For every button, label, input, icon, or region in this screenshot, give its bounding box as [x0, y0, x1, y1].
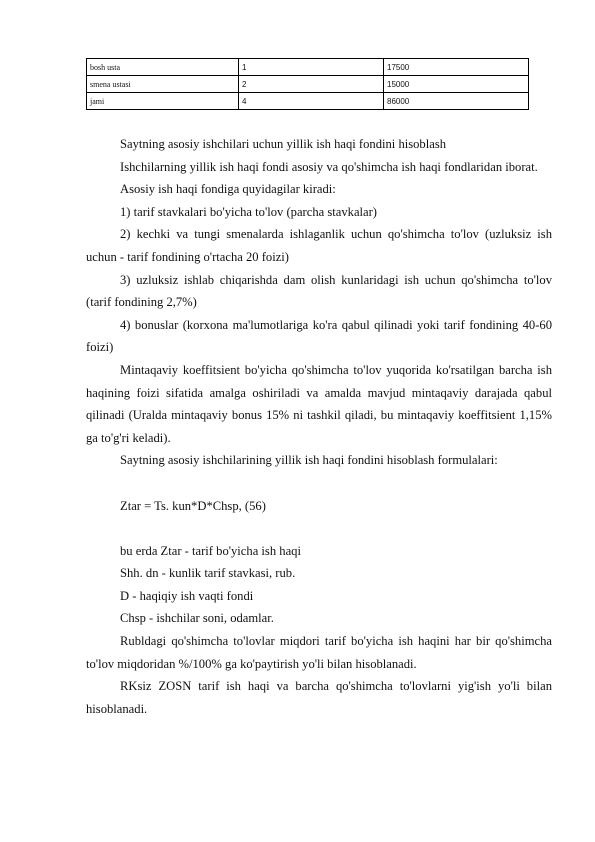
definition-line: D - haqiqiy ish vaqti fondi: [120, 588, 254, 603]
table-cell-position: bosh usta: [87, 59, 239, 76]
paragraph: Ishchilarning yillik ish haqi fondi asosiy va qo'shimcha ish haqi fondlaridan iborat.: [120, 159, 538, 174]
table-row: [87, 93, 529, 110]
list-item: 2) kechki va tungi smenalarda ishlaganlik uchun qo'shimcha to'lov (uzluksiz ish uchun - tarif fondining o'rtacha 20 foizi): [86, 227, 552, 264]
table-row: [87, 76, 529, 93]
table-cell-position: smena ustasi: [87, 76, 239, 93]
definition-line: Chsp - ishchilar soni, odamlar.: [120, 611, 274, 626]
list-item: 4) bonuslar (korxona ma'lumotlariga ko'ra qabul qilinadi yoki tarif fondining 40-60 foizi): [86, 317, 552, 355]
table-cell-amount: 86000: [384, 93, 529, 110]
body-text: [86, 133, 552, 720]
paragraph: Rubldagi qo'shimcha to'lovlar miqdori tarif bo'yicha ish haqini har bir qo'shimcha to'lov miqdoridan %/100% ga ko'paytirish yo'li bilan hisoblanadi.: [86, 634, 552, 671]
table-row: [87, 59, 529, 76]
table-cell-count: 2: [239, 76, 384, 93]
table-cell-amount: 15000: [384, 76, 529, 93]
paragraph: Asosiy ish haqi fondiga quyidagilar kiradi:: [120, 182, 336, 197]
paragraph: Saytning asosiy ishchilarining yillik ish haqi fondini hisoblash formulalari:: [120, 453, 498, 468]
formula: Ztar = Ts. kun*D*Chsp, (56): [120, 498, 266, 513]
wage-table: [86, 58, 529, 110]
table-cell-count: 1: [239, 59, 384, 76]
table-cell-position: jami: [87, 93, 239, 110]
table-cell-amount: 17500: [384, 59, 529, 76]
definition-line: Shh. dn - kunlik tarif stavkasi, rub.: [120, 566, 296, 581]
blank-line: [86, 472, 552, 495]
list-item: 3) uzluksiz ishlab chiqarishda dam olish kunlaridagi ish uchun qo'shimcha to'lov (tarif fondining 2,7%): [86, 272, 552, 310]
paragraph-heading: Saytning asosiy ishchilari uchun yillik ish haqi fondini hisoblash: [120, 137, 447, 151]
definition-line: bu erda Ztar - tarif bo'yicha ish haqi: [120, 543, 301, 558]
blank-line: [86, 517, 552, 540]
paragraph: RKsiz ZOSN tarif ish haqi va barcha qo'shimcha to'lovlarni yig'ish yo'li bilan hisoblanadi.: [86, 679, 552, 716]
paragraph: Mintaqaviy koeffitsient bo'yicha qo'shimcha to'lov yuqorida ko'rsatilgan barcha ish haqining foizi sifatida amalga oshiriladi va amalda mavjud mintaqaviy darajada qabul qilinadi (Uralda mintaqaviy bonus 15% ni tashkil qiladi, bu mintaqaviy koeffitsient 1,15% ga to'g'ri keladi).: [86, 362, 552, 445]
list-item: 1) tarif stavkalari bo'yicha to'lov (parcha stavkalar): [120, 204, 378, 219]
table-cell-count: 4: [239, 93, 384, 110]
